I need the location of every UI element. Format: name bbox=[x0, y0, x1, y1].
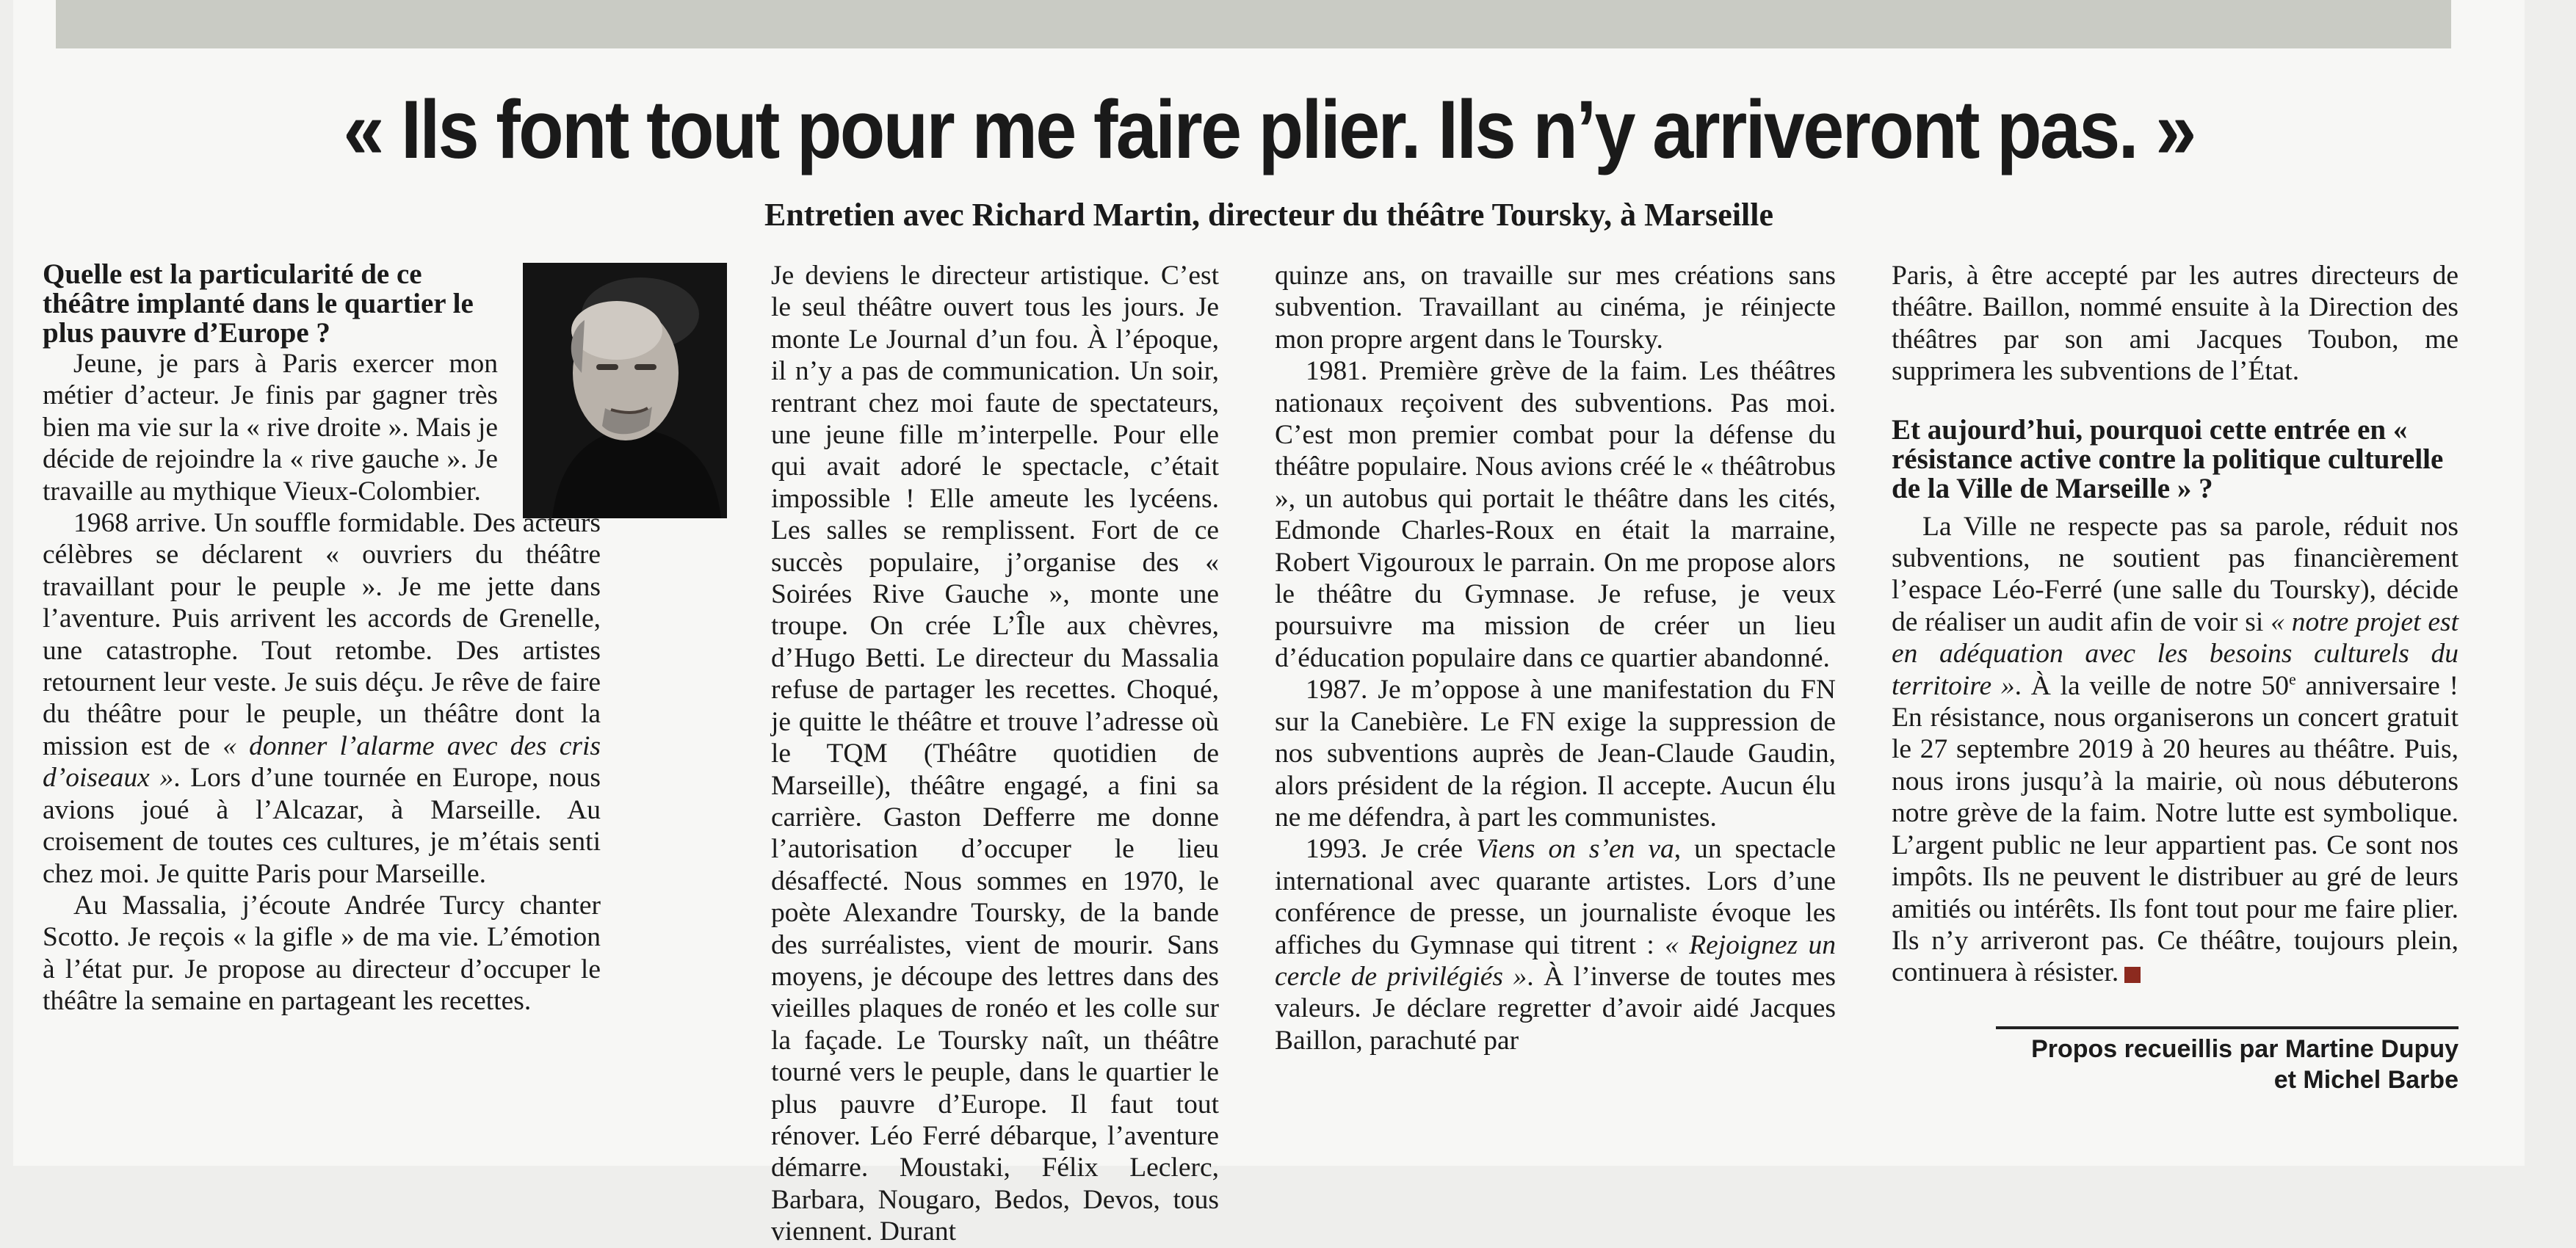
column-2 bbox=[771, 260, 1219, 1248]
newspaper-page bbox=[13, 0, 2525, 1247]
question-1: Quelle est la particularité de ce théâtre implanté dans le quartier le plus pauvre d’Europe ? bbox=[43, 258, 474, 349]
col4-p2-text-d: anniversaire ! En résistance, nous organiserons un concert gratuit le 27 septembre 2019 à 20 heures au théâtre. Puis, nous irons jusqu’à la mairie, où nous débuterons notre grève de la faim. Notre lutte est symbolique. L’argent public ne leur appartient pas. Ce sont nos impôts. Ils ne peuvent le distribuer au gré de leurs amitiés ou intérêts. Ils font tout pour me faire plier. Ils n’y arriveront pas. Ce théâtre, toujours plein, continuera à résister. bbox=[1892, 670, 2459, 988]
subheading: Entretien avec Richard Martin, directeur du théâtre Toursky, à Marseille bbox=[764, 197, 1774, 233]
col3-paragraph-4 bbox=[1275, 833, 1836, 1056]
author-credit bbox=[1892, 1034, 2459, 1095]
col4-p2-quote: « notre projet est en adéquation avec les besoins culturels du territoire » bbox=[1892, 606, 2459, 701]
credit-line-1: Propos recueillis par Martine Dupuy bbox=[2031, 1035, 2459, 1063]
col1-paragraph-1: Jeune, je pars à Paris exercer mon métier d’acteur. Je finis par gagner très bien ma vie sur la « rive droite ». Mais je décide de rejoindre la « rive gauche ». Je travaille au mythique Vieux-Colombier. bbox=[43, 349, 498, 507]
headline: « Ils font tout pour me faire plier. Ils n’y arriveront pas. » bbox=[343, 84, 2195, 175]
col1-p2-text-a: 1968 arrive. Un souffle formidable. Des acteurs célèbres se déclarent « ouvriers du théâtre travaillant pour le peuple ». Je me jette dans l’aventure. Puis arrivent les accords de Grenelle, une catastrophe. Tout retombe. Des artistes retournent leur veste. Je suis déçu. Je rêve de faire du théâtre pour le peuple, un théâtre dont la mission est de bbox=[43, 508, 601, 761]
col3-p4-text-e: . À l’inverse de toutes mes valeurs. Je déclare regretter d’avoir aidé Jacques Baillon, parachuté par bbox=[1275, 961, 1836, 1056]
col4-p2-text-c: . À la veille de notre 50 bbox=[2014, 670, 2289, 701]
end-mark-icon bbox=[2124, 967, 2141, 983]
col3-paragraph-3: 1987. Je m’oppose à une manifestation du FN sur la Canebière. Le FN exige la suppression de nos subventions auprès de Jean-Claude Gaudin, alors président de la région. Il accepte. Aucun élu ne me défendra, à part les communistes. bbox=[1275, 675, 1836, 832]
col1-paragraph-3: Au Massalia, j’écoute Andrée Turcy chanter Scotto. Je reçois « la gifle » de ma vie. L’émotion à l’état pur. Je propose au directeur d’occuper le théâtre la semaine en partageant les recettes. bbox=[43, 890, 601, 1017]
column-3 bbox=[1275, 260, 1836, 1056]
col3-paragraph-1: quinze ans, on travaille sur mes créations sans subvention. Travaillant au cinéma, je réinjecte mon propre argent dans le Toursky. bbox=[1275, 261, 1836, 355]
credit-divider bbox=[1996, 1026, 2459, 1029]
column-4 bbox=[1892, 260, 2459, 989]
top-color-band bbox=[56, 0, 2451, 48]
col4-paragraph-2 bbox=[1892, 511, 2459, 989]
col2-paragraph-1: Je deviens le directeur artistique. C’est le seul théâtre ouvert tous les jours. Je monte Le Journal d’un fou. À l’époque, il n’y a pas de communication. Un soir, rentrant chez moi faute de spectateurs, une jeune fille m’interpelle. Pour elle qui avait adoré le spectacle, c’était impossible ! Elle ameute les lycéens. Les salles se remplissent. Fort de ce succès populaire, j’organise des « Soirées Rive Gauche », monte une troupe. On crée L’Île aux chèvres, d’Hugo Betti. Le directeur du Massalia refuse de partager les recettes. Choqué, je quitte le théâtre et trouve l’adresse où le TQM (Théâtre quotidien de Marseille), théâtre engagé, a fini sa carrière. Gaston Defferre me donne l’autorisation d’occuper le lieu désaffecté. Nous sommes en 1970, le poète Alexandre Toursky, de la bande des surréalistes, vient de mourir. Sans moyens, je découpe des lettres dans des vieilles plaques de ronéo et les colle sur la façade. Le Toursky naît, un théâtre tourné vers le peuple, dans le quartier le plus pauvre d’Europe. Il faut tout rénover. Léo Ferré débarque, l’aventure démarre. Moustaki, Félix Leclerc, Barbara, Nougaro, Bedos, Devos, tous viennent. Durant bbox=[771, 261, 1219, 1247]
credit-line-2: et Michel Barbe bbox=[2273, 1066, 2459, 1094]
col1-p2-quote: « donner l’alarme avec des cris d’oiseaux » bbox=[43, 730, 601, 794]
col4-paragraph-1: Paris, à être accepté par les autres directeurs de théâtre. Baillon, nommé ensuite à la Direction des théâtres par son ami Jacques Toubon, me supprimera les subventions de l’État. bbox=[1892, 261, 2459, 387]
question-2: Et aujourd’hui, pourquoi cette entrée en « résistance active contre la politique culturelle de la Ville de Marseille » ? bbox=[1892, 413, 2444, 504]
column-1 bbox=[43, 260, 601, 1017]
col3-p4-text-a: 1993. Je crée bbox=[1306, 834, 1476, 865]
col4-p2-superscript: e bbox=[2288, 670, 2296, 689]
col3-p4-title: Viens on s’en va bbox=[1475, 834, 1674, 865]
col1-paragraph-2 bbox=[43, 507, 601, 890]
col1-p2-text-c: . Lors d’une tournée en Europe, nous avions joué à l’Alcazar, à Marseille. Au croisement de toutes ces cultures, je m’étais senti chez moi. Je quitte Paris pour Marseille. bbox=[43, 763, 601, 889]
col4-p2-text-a: La Ville ne respecte pas sa parole, réduit nos subventions, ne soutient pas financièrement l’espace Léo-Ferré (une salle du Toursky), décide de réaliser un audit afin de voir si bbox=[1892, 511, 2459, 637]
col3-p4-quote: « Rejoignez un cercle de privilégiés » bbox=[1275, 929, 1836, 992]
col3-p4-text-c: , un spectacle international avec quarante artistes. Lors d’une conférence de presse, un journaliste évoque les affiches du Gymnase qui titrent : bbox=[1275, 834, 1836, 960]
col3-paragraph-2: 1981. Première grève de la faim. Les théâtres nationaux reçoivent des subventions. Pas moi. C’est mon premier combat pour la défense du théâtre populaire. Nous avions créé le « théâtrobus », un autobus qui portait le théâtre dans les cités, Edmonde Charles-Roux en était la marraine, Robert Vigouroux le parrain. On me propose alors le théâtre du Gymnase. Je refuse, je veux poursuivre ma mission de créer un lieu d’éducation populaire dans ce quartier abandonné. bbox=[1275, 356, 1836, 673]
